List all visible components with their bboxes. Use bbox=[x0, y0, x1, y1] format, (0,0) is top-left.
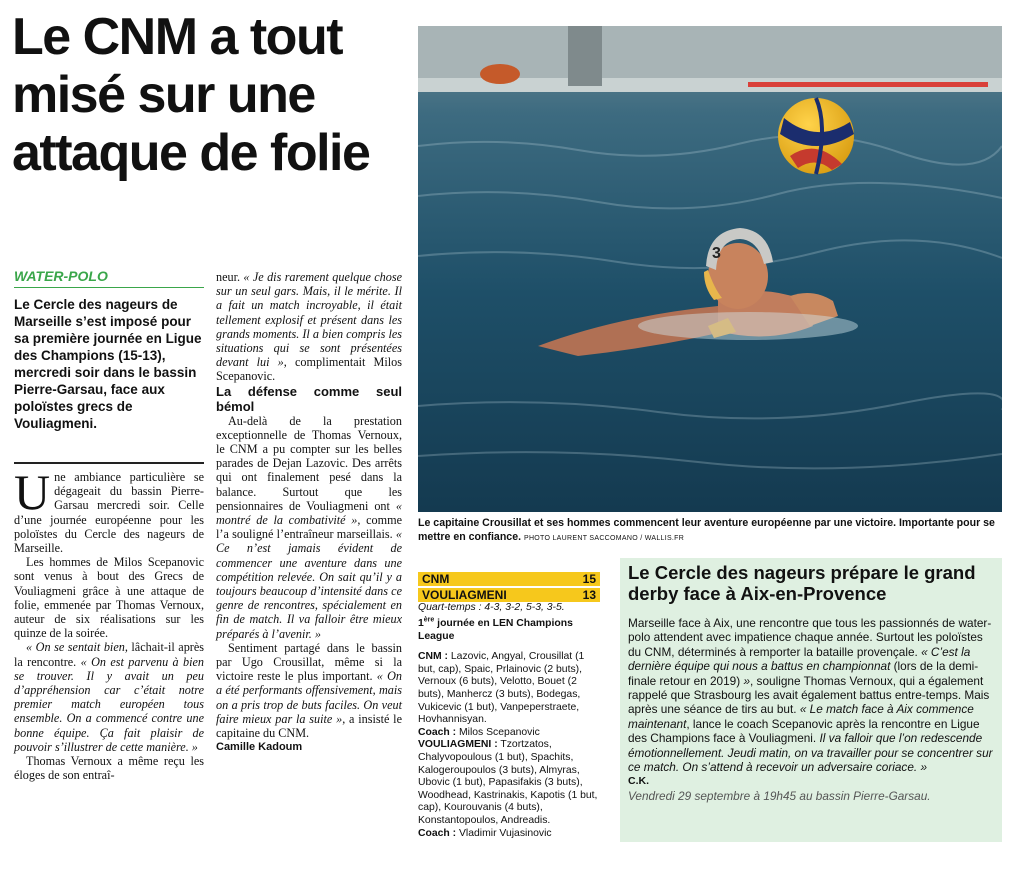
team-score: 13 bbox=[582, 588, 596, 602]
match-stats bbox=[418, 602, 604, 840]
water-polo-photo bbox=[418, 26, 1002, 512]
cnm-roster: CNM : Lazovic, Angyal, Crousillat (1 but, cap), Spaic, Prlainovic (2 buts), Vernoux (6 buts), Velotto, Bouet (2 buts), Manhercz (3 buts), Bodegas, Vukicevic (1 but), Vanpeperstraete, Hovhannisyan. bbox=[418, 651, 585, 726]
vouliagmeni-roster: VOULIAGMENI : Tzortzatos, Chalyvopoulous (1 but), Spachits, Kalogeroupoulos (3 buts), Almyras, Ubovic (1 but), Papasifakis (3 buts), Woodhead, Kastrinakis, Kapotis (1 but, cap), Kourouvanis (4 buts), Konstantopoulos, Andreadis. bbox=[418, 739, 598, 826]
score-row-away bbox=[418, 588, 600, 602]
section-subhead: La défense comme seul bémol bbox=[216, 383, 402, 414]
paragraph: Une ambiance particulière se dégageait du bassin Pierre-Garsau mercredi soir. Celle d’une journée européenne pour les poloïstes du Cercle des nageurs de Marseille. bbox=[14, 464, 204, 556]
paragraph: « On se sentait bien, lâchait-il après la rencontre. « On est parvenu à bien se trouver. Il y avait un peu d’appréhension car c’était notre premier match européen tous ensemble. On a commencé contre une bonne équipe. Ça fait plaisir de pouvoir s’illustrer de cette manière. » bbox=[14, 640, 205, 754]
article-column-1 bbox=[14, 464, 205, 783]
paragraph: Au-delà de la prestation exceptionnelle de Thomas Vernoux, le CNM a pu compter sur les belles parades de Dejan Lazovic. Des arrêts qui ont finalement pesé dans la balance. Surtout que les pensionnaires de Vouliagmeni ont « montré de la combativité », comme l’a souligné l’entraîneur marseillais. « Ce n’est jamais évident de commencer une aventure dans une compétition relevée. On sait qu’il y a toujours beaucoup d’intensité dans ce genre de rencontres, spécialement en fin de match. Il va falloir être mieux préparés à l’avenir. » bbox=[216, 413, 403, 641]
article-lead: Le Cercle des nageurs de Marseille s’est imposé pour sa première journée en Ligue des Champions (15-13), mercredi soir dans le bassin Pierre-Garsau, face aux poloïstes grecs de Vouliagmeni. bbox=[14, 297, 202, 431]
paragraph: Thomas Vernoux a même reçu les éloges de son entraî- bbox=[14, 754, 204, 783]
rubric-divider bbox=[14, 287, 204, 288]
photo-illustration bbox=[418, 26, 1002, 512]
drop-cap: U bbox=[14, 464, 51, 520]
event-date: Vendredi 29 septembre à 19h45 au bassin Pierre-Garsau. bbox=[628, 788, 931, 803]
team-name: CNM bbox=[422, 572, 450, 586]
quarter-scores: Quart-temps : 4-3, 3-2, 5-3, 3-5. bbox=[418, 602, 565, 613]
sidebar-paragraph: Marseille face à Aix, une rencontre que tous les passionnés de water-polo attendent avec impatience chaque année. Surtout les poloïstes du CNM, déterminés à remporter la bataille provençale. « C’est la dernière équipe qui nous a battus en championnat (lors de la demi-finale retour en 2019) », souligne Thomas Vernoux, qui a également rappelé que Strasbourg les avait également battus entre-temps. Mais après une séance de tirs au but. « Le match face à Aix commence maintenant, lance le coach Scepanovic après la rencontre en Ligue des Champions face à Vouliagmeni. Il va falloir que l’on redescende émotionnellement. Jeudi matin, on va travailler pour se concentrer sur ce match. On s’attend à recevoir un adversaire coriace. » bbox=[628, 616, 993, 775]
article-column-2 bbox=[216, 270, 402, 755]
team-score: 15 bbox=[582, 572, 596, 586]
sidebar-signature: C.K. bbox=[628, 775, 649, 788]
score-row-home bbox=[418, 572, 600, 586]
sidebar-title: Le Cercle des nageurs prépare le grand derby face à Aix-en-Provence bbox=[628, 562, 976, 604]
section-rubric: WATER-POLO bbox=[14, 268, 108, 284]
photo-credit: PHOTO LAURENT SACCOMANO / WALLIS.FR bbox=[523, 535, 685, 542]
svg-text:3: 3 bbox=[712, 245, 721, 262]
byline: Camille Kadoum bbox=[216, 741, 303, 754]
article-headline: Le CNM a tout misé sur une attaque de folie bbox=[12, 8, 370, 182]
vouliagmeni-coach: Coach : Vladimir Vujasinovic bbox=[418, 827, 552, 839]
score-box bbox=[418, 572, 600, 604]
paragraph: Sentiment partagé dans le bassin par Ugo Crousillat, même si la victoire reste le plus important. « On a été performants offensivement, mais on a pris trop de buts faciles. On veut faire mieux par la suite », a insisté le capitaine du CNM. bbox=[216, 640, 402, 741]
round-info: 1ère journée en LEN Champions League bbox=[418, 616, 573, 642]
paragraph: Les hommes de Milos Scepanovic sont venus à bout des Grecs de Vouliagmeni grâce à une attaque de folie, emmenée par Thomas Vernoux, auteur de six réalisations sur les quinze de la soirée. bbox=[14, 555, 204, 641]
team-name: VOULIAGMENI bbox=[422, 588, 507, 602]
sidebar-body bbox=[628, 616, 998, 803]
photo-caption: Le capitaine Crousillat et ses hommes commencent leur aventure européenne par une victoire. Importante pour se mettre en confiance. PHOTO LAURENT SACCOMANO / WALLIS.FR bbox=[418, 517, 995, 543]
cnm-coach: Coach : Milos Scepanovic bbox=[418, 726, 540, 738]
sidebar-box bbox=[620, 558, 1002, 842]
paragraph: neur. « Je dis rarement quelque chose sur un seul gars. Mais, il le mérite. Il a fait un match incroyable, il était tellement explosif et présent dans les grands moments. Il a bien compris les situations qui se sont présentées devant lui », complimentait Milos Scepanovic. bbox=[216, 270, 403, 384]
